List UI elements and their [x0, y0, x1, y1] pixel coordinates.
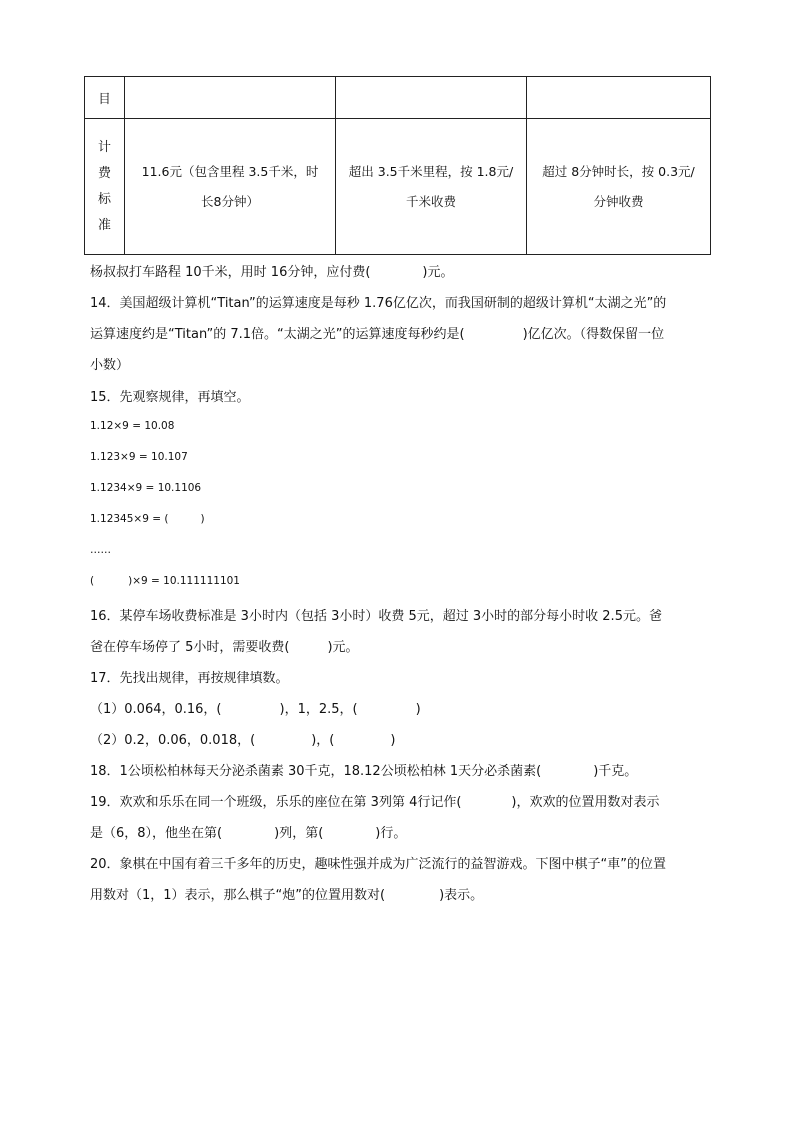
- table-cell: [336, 77, 527, 119]
- fee-table: [84, 76, 711, 255]
- pattern-line-3: 1.1234×9 = 10.1106: [90, 482, 202, 494]
- pattern-line-5: ( )×9 = 10.111111101: [90, 575, 240, 587]
- question-20-line1: 20．象棋在中国有着三千多年的历史，趣味性强并成为广泛流行的益智游戏。下图中棋子“車”的位置: [90, 857, 667, 872]
- distance-fee-cell: 超出 3.5千米里程，按 1.8元/ 千米收费: [336, 119, 527, 255]
- question-16-line2: 爸在停车场停了 5小时，需要收费( )元。: [90, 640, 359, 655]
- question-19-line1: 19．欢欢和乐乐在同一个班级，乐乐的座位在第 3列第 4行记作( )，欢欢的位置用数对表示: [90, 795, 660, 810]
- row-label-fee-standard: 计 费 标 准: [85, 119, 125, 255]
- question-17-heading: 17．先找出规律，再按规律填数。: [90, 671, 289, 686]
- table-row: [85, 119, 711, 255]
- pattern-line-2: 1.123×9 = 10.107: [90, 451, 188, 463]
- question-17-part2: （2）0.2，0.06，0.018，( )，( ): [90, 733, 396, 748]
- time-fee-cell: 超过 8分钟时长，按 0.3元/ 分钟收费: [527, 119, 711, 255]
- question-19-line2: 是（6，8），他坐在第( )列，第( )行。: [90, 826, 407, 841]
- table-row: [85, 77, 711, 119]
- question-14-line3: 小数）: [90, 358, 130, 373]
- table-cell: [527, 77, 711, 119]
- question-15-heading: 15．先观察规律，再填空。: [90, 390, 250, 405]
- question-16-line1: 16．某停车场收费标准是 3小时内（包括 3小时）收费 5元，超过 3小时的部分每小时收 2.5元。爸: [90, 609, 662, 624]
- question-20-line2: 用数对（1，1）表示，那么棋子“炮”的位置用数对( )表示。: [90, 888, 484, 903]
- base-fee-cell: 11.6元（包含里程 3.5千米，时 长8分钟）: [125, 119, 336, 255]
- pattern-ellipsis: ……: [90, 544, 111, 556]
- pattern-line-1: 1.12×9 = 10.08: [90, 420, 175, 432]
- table-cell: [125, 77, 336, 119]
- question-14-line2: 运算速度约是“Titan”的 7.1倍。“太湖之光”的运算速度每秒约是( )亿亿次。（得数保留一位: [90, 327, 665, 342]
- pattern-line-4: 1.12345×9 = ( ): [90, 513, 205, 525]
- question-17-part1: （1）0.064，0.16，( )，1，2.5，( ): [90, 702, 421, 717]
- row-label-item: 目: [85, 77, 125, 119]
- question-13-tail: 杨叔叔打车路程 10千米，用时 16分钟，应付费( )元。: [90, 265, 454, 280]
- question-14-line1: 14．美国超级计算机“Titan”的运算速度是每秒 1.76亿亿次，而我国研制的超级计算机“太湖之光”的: [90, 296, 667, 311]
- question-18: 18．1公顷松柏林每天分泌杀菌素 30千克，18.12公顷松柏林 1天分必杀菌素( )千克。: [90, 764, 638, 779]
